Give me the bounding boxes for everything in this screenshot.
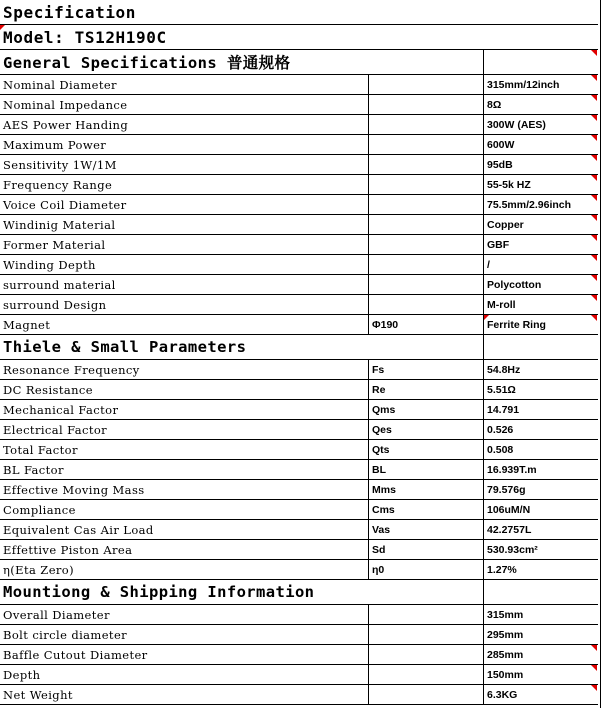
- value-cell-text: 0.508: [487, 443, 514, 456]
- param-name-cell-text: Baffle Cutout Diameter: [3, 647, 148, 662]
- model-label[interactable]: Model: TS12H190C: [3, 27, 167, 47]
- symbol-cell[interactable]: [368, 645, 483, 664]
- symbol-cell-text: Fs: [372, 363, 385, 376]
- param-name-cell[interactable]: [0, 155, 368, 174]
- comment-marker-icon: [591, 645, 597, 651]
- symbol-cell-text: Φ190: [372, 318, 399, 331]
- symbol-cell[interactable]: [368, 685, 483, 704]
- value-cell-text: 300W (AES): [487, 118, 546, 131]
- symbol-cell[interactable]: [368, 400, 483, 419]
- table-row: [0, 645, 598, 665]
- table-row: [0, 215, 598, 235]
- param-name-cell-text: Nominal Diameter: [3, 77, 117, 92]
- table-row: [0, 155, 598, 175]
- param-name-cell[interactable]: [0, 195, 368, 214]
- symbol-cell-text: Vas: [372, 523, 391, 536]
- table-row: [0, 440, 598, 460]
- value-cell-text: 5.51Ω: [487, 383, 516, 396]
- table-row: [0, 605, 598, 625]
- param-name-cell[interactable]: [0, 275, 368, 294]
- value-cell[interactable]: [483, 315, 598, 334]
- symbol-cell-text: Cms: [372, 503, 395, 516]
- comment-marker-icon: [591, 215, 597, 221]
- table-row: [0, 95, 598, 115]
- symbol-cell-text: Re: [372, 383, 386, 396]
- param-name-cell[interactable]: [0, 95, 368, 114]
- value-cell-text: 95dB: [487, 158, 513, 171]
- param-name-cell[interactable]: [0, 175, 368, 194]
- param-name-cell[interactable]: [0, 255, 368, 274]
- param-name-cell[interactable]: [0, 440, 368, 459]
- param-name-cell-text: Magnet: [3, 317, 51, 332]
- sheet-title[interactable]: Specification: [3, 2, 137, 22]
- param-name-cell[interactable]: [0, 380, 368, 399]
- param-name-cell-text: Resonance Frequency: [3, 362, 140, 377]
- param-name-cell-text: Sensitivity 1W/1M: [3, 157, 117, 172]
- symbol-cell[interactable]: [368, 195, 483, 214]
- section-header-general: [0, 50, 598, 75]
- section-title-general[interactable]: General Specifications 普通规格: [3, 54, 291, 72]
- symbol-cell[interactable]: [368, 295, 483, 314]
- param-name-cell-text: Compliance: [3, 502, 76, 517]
- value-cell[interactable]: [483, 520, 598, 539]
- value-cell[interactable]: [483, 540, 598, 559]
- model-row: [0, 25, 598, 50]
- comment-marker-icon: [484, 315, 489, 320]
- param-name-cell-text: Winding Depth: [3, 257, 96, 272]
- param-name-cell[interactable]: [0, 295, 368, 314]
- value-cell[interactable]: [483, 685, 598, 704]
- symbol-cell[interactable]: [368, 115, 483, 134]
- param-name-cell[interactable]: [0, 115, 368, 134]
- symbol-cell[interactable]: [368, 235, 483, 254]
- table-row: [0, 175, 598, 195]
- comment-marker-icon: [591, 255, 597, 261]
- section-title-thiele[interactable]: Thiele & Small Parameters: [3, 338, 247, 356]
- param-name-cell[interactable]: [0, 480, 368, 499]
- section-header-thiele: [0, 335, 598, 360]
- symbol-cell[interactable]: [368, 460, 483, 479]
- param-name-cell-text: Maximum Power: [3, 137, 107, 152]
- value-cell[interactable]: [483, 115, 598, 134]
- symbol-cell[interactable]: [368, 215, 483, 234]
- param-name-cell[interactable]: [0, 540, 368, 559]
- value-cell[interactable]: [483, 480, 598, 499]
- table-row: [0, 625, 598, 645]
- value-cell-text: 75.5mm/2.96inch: [487, 198, 572, 211]
- symbol-cell-text: BL: [372, 463, 386, 476]
- thiele-table: [0, 360, 598, 580]
- param-name-cell-text: Former Material: [3, 237, 106, 252]
- table-row: [0, 685, 598, 705]
- comment-marker-icon: [591, 295, 597, 301]
- param-name-cell[interactable]: [0, 625, 368, 644]
- table-row: [0, 500, 598, 520]
- table-row: [0, 255, 598, 275]
- value-cell[interactable]: [483, 255, 598, 274]
- value-cell[interactable]: [483, 75, 598, 94]
- value-cell[interactable]: [483, 155, 598, 174]
- param-name-cell-text: Effective Moving Mass: [3, 482, 145, 497]
- param-name-cell-text: Depth: [3, 667, 41, 682]
- param-name-cell-text: Net Weight: [3, 687, 73, 702]
- comment-marker-icon: [591, 155, 597, 161]
- symbol-cell[interactable]: [368, 360, 483, 379]
- symbol-cell[interactable]: [368, 135, 483, 154]
- param-name-cell-text: Frequency Range: [3, 177, 113, 192]
- value-cell-text: 315mm: [487, 608, 524, 621]
- value-cell-text: 1.27%: [487, 563, 517, 576]
- comment-marker-icon: [591, 135, 597, 141]
- comment-marker-icon: [591, 685, 597, 691]
- symbol-cell[interactable]: [368, 480, 483, 499]
- value-cell[interactable]: [483, 95, 598, 114]
- section-header-empty-cell[interactable]: [483, 580, 598, 604]
- value-cell[interactable]: [483, 360, 598, 379]
- value-cell[interactable]: [483, 645, 598, 664]
- value-cell-text: 285mm: [487, 648, 524, 661]
- param-name-cell[interactable]: [0, 500, 368, 519]
- value-cell[interactable]: [483, 195, 598, 214]
- value-cell[interactable]: [483, 420, 598, 439]
- value-cell[interactable]: [483, 560, 598, 579]
- comment-marker-icon: [591, 275, 597, 281]
- table-row: [0, 135, 598, 155]
- param-name-cell-text: Bolt circle diameter: [3, 627, 128, 642]
- table-row: [0, 295, 598, 315]
- symbol-cell-text: Sd: [372, 543, 386, 556]
- value-cell[interactable]: [483, 605, 598, 624]
- param-name-cell-text: Overall Diameter: [3, 607, 110, 622]
- param-name-cell[interactable]: [0, 235, 368, 254]
- section-title-mounting[interactable]: Mountiong & Shipping Information: [3, 583, 315, 601]
- symbol-cell[interactable]: [368, 380, 483, 399]
- title-row: [0, 0, 598, 25]
- table-row: [0, 480, 598, 500]
- symbol-cell[interactable]: [368, 500, 483, 519]
- table-row: [0, 420, 598, 440]
- symbol-cell-text: Qts: [372, 443, 390, 456]
- symbol-cell[interactable]: [368, 625, 483, 644]
- param-name-cell[interactable]: [0, 400, 368, 419]
- param-name-cell-text: Equivalent Cas Air Load: [3, 522, 154, 537]
- table-row: [0, 520, 598, 540]
- symbol-cell[interactable]: [368, 665, 483, 684]
- param-name-cell-text: Total Factor: [3, 442, 78, 457]
- comment-marker-icon: [591, 75, 597, 81]
- param-name-cell[interactable]: [0, 645, 368, 664]
- symbol-cell-text: Qes: [372, 423, 392, 436]
- value-cell-text: Polycotton: [487, 278, 542, 291]
- value-cell-text: 55-5k HZ: [487, 178, 531, 191]
- symbol-cell[interactable]: [368, 255, 483, 274]
- param-name-cell-text: surround Design: [3, 297, 107, 312]
- value-cell-text: 106uM/N: [487, 503, 531, 516]
- comment-marker-icon: [591, 175, 597, 181]
- value-cell[interactable]: [483, 400, 598, 419]
- param-name-cell-text: surround material: [3, 277, 116, 292]
- value-cell[interactable]: [483, 135, 598, 154]
- symbol-cell[interactable]: [368, 440, 483, 459]
- value-cell[interactable]: [483, 625, 598, 644]
- param-name-cell-text: Windinig Material: [3, 217, 116, 232]
- param-name-cell[interactable]: [0, 520, 368, 539]
- param-name-cell[interactable]: [0, 135, 368, 154]
- param-name-cell-text: Voice Coil Diameter: [3, 197, 127, 212]
- param-name-cell[interactable]: [0, 665, 368, 684]
- param-name-cell[interactable]: [0, 560, 368, 579]
- table-row: [0, 400, 598, 420]
- comment-marker-icon: [591, 195, 597, 201]
- param-name-cell[interactable]: [0, 360, 368, 379]
- param-name-cell-text: Mechanical Factor: [3, 402, 119, 417]
- param-name-cell[interactable]: [0, 315, 368, 334]
- comment-marker-icon: [591, 665, 597, 671]
- value-cell-text: 295mm: [487, 628, 524, 641]
- value-cell-text: 42.2757L: [487, 523, 532, 536]
- value-cell[interactable]: [483, 295, 598, 314]
- table-row: [0, 115, 598, 135]
- value-cell-text: M-roll: [487, 298, 516, 311]
- param-name-cell-text: AES Power Handing: [3, 117, 129, 132]
- section-header-mounting: [0, 580, 598, 605]
- symbol-cell[interactable]: [368, 315, 483, 334]
- symbol-cell[interactable]: [368, 75, 483, 94]
- symbol-cell[interactable]: [368, 275, 483, 294]
- param-name-cell-text: DC Resistance: [3, 382, 93, 397]
- table-row: [0, 540, 598, 560]
- value-cell-text: GBF: [487, 238, 510, 251]
- param-name-cell[interactable]: [0, 420, 368, 439]
- table-row: [0, 460, 598, 480]
- value-cell-text: 0.526: [487, 423, 514, 436]
- symbol-cell[interactable]: [368, 175, 483, 194]
- value-cell-text: 54.8Hz: [487, 363, 521, 376]
- symbol-cell[interactable]: [368, 95, 483, 114]
- comment-marker-icon: [591, 115, 597, 121]
- symbol-cell[interactable]: [368, 420, 483, 439]
- value-cell[interactable]: [483, 235, 598, 254]
- value-cell[interactable]: [483, 215, 598, 234]
- value-cell-text: 315mm/12inch: [487, 78, 560, 91]
- value-cell-text: 8Ω: [487, 98, 502, 111]
- table-row: [0, 275, 598, 295]
- table-row: [0, 75, 598, 95]
- comment-marker-icon: [591, 235, 597, 241]
- value-cell-text: 6.3KG: [487, 688, 518, 701]
- param-name-cell[interactable]: [0, 75, 368, 94]
- value-cell-text: /: [487, 258, 490, 271]
- symbol-cell-text: Qms: [372, 403, 396, 416]
- table-row: [0, 315, 598, 335]
- symbol-cell-text: Mms: [372, 483, 396, 496]
- comment-marker-icon: [591, 50, 597, 56]
- param-name-cell-text: η(Eta Zero): [3, 562, 75, 577]
- param-name-cell-text: Nominal Impedance: [3, 97, 128, 112]
- general-table: [0, 75, 598, 335]
- value-cell[interactable]: [483, 460, 598, 479]
- value-cell-text: 79.576g: [487, 483, 526, 496]
- mounting-table: [0, 605, 598, 705]
- value-cell-text: Ferrite Ring: [487, 318, 546, 331]
- symbol-cell-text: η0: [372, 563, 385, 576]
- param-name-cell[interactable]: [0, 685, 368, 704]
- symbol-cell[interactable]: [368, 155, 483, 174]
- value-cell[interactable]: [483, 380, 598, 399]
- value-cell[interactable]: [483, 175, 598, 194]
- table-row: [0, 360, 598, 380]
- value-cell-text: 600W: [487, 138, 515, 151]
- value-cell-text: 16.939T.m: [487, 463, 537, 476]
- param-name-cell-text: Effettive Piston Area: [3, 542, 133, 557]
- symbol-cell[interactable]: [368, 540, 483, 559]
- table-row: [0, 560, 598, 580]
- comment-marker-icon: [0, 25, 5, 30]
- value-cell[interactable]: [483, 440, 598, 459]
- value-cell[interactable]: [483, 500, 598, 519]
- value-cell-text: 14.791: [487, 403, 520, 416]
- value-cell-text: Copper: [487, 218, 524, 231]
- param-name-cell-text: Electrical Factor: [3, 422, 108, 437]
- param-name-cell[interactable]: [0, 215, 368, 234]
- value-cell[interactable]: [483, 665, 598, 684]
- table-row: [0, 195, 598, 215]
- section-header-empty-cell[interactable]: [483, 50, 598, 74]
- param-name-cell[interactable]: [0, 605, 368, 624]
- symbol-cell[interactable]: [368, 605, 483, 624]
- param-name-cell[interactable]: [0, 460, 368, 479]
- value-cell-text: 530.93cm²: [487, 543, 538, 556]
- symbol-cell[interactable]: [368, 520, 483, 539]
- table-row: [0, 380, 598, 400]
- value-cell[interactable]: [483, 275, 598, 294]
- comment-marker-icon: [591, 315, 597, 321]
- param-name-cell-text: BL Factor: [3, 462, 64, 477]
- table-row: [0, 235, 598, 255]
- section-header-empty-cell[interactable]: [483, 335, 598, 359]
- comment-marker-icon: [591, 95, 597, 101]
- value-cell-text: 150mm: [487, 668, 524, 681]
- symbol-cell[interactable]: [368, 560, 483, 579]
- table-row: [0, 665, 598, 685]
